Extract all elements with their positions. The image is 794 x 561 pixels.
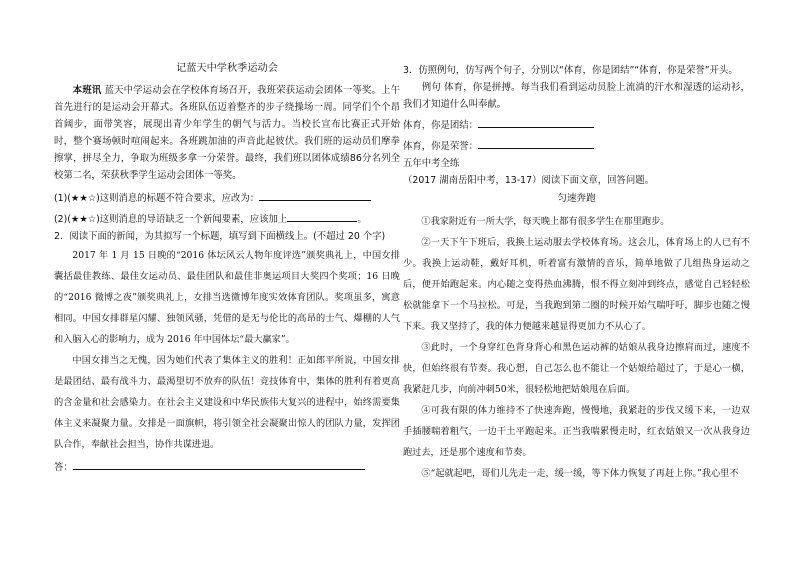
left-column	[54, 58, 400, 476]
news-lead: 本班讯	[72, 85, 102, 96]
question-2-answer-blank[interactable]	[287, 211, 357, 222]
news-body: 蓝天中学运动会在学校体育场召开，我班荣获运动会团体一等奖。上午首先进行的是运动会开幕式。各班队伍迈着整齐的步子绕操场一周。同学们个个昂首阔步，面带笑容，展现出青少年学生的朝气与活力。当校长宣布比赛正式开始时，整个赛场顿时喧闹起来。各班跳加油的声音此起彼伏。我们班的运动员们摩拳擦掌，拼尽全力，争取为班级多拿一分荣誉。最终，我们班以团体成绩86分名列全校第二名，荣获秋季学生运动会团体一等奖。	[54, 85, 400, 181]
story-title: 匀速奔跑	[557, 193, 596, 204]
item-3-answer-1	[403, 117, 750, 134]
item-2-paragraph-2: 中国女排当之无愧，因为她们代表了集体主义的胜利！正如郎平所说，中国女排是最团结、最有战斗力、最渴望切不放弃的队伍！竞技体育中，集体的胜利有着更高的含金量和社会感染力。在社会主义建设和中华民族伟大复兴的进程中，始终需要集体主义来凝聚力量。女排是一面旗帜，将引领全社会凝聚出惊人的团队力量，发挥团队合作，奉献社会担当，协作共谋进退。	[54, 355, 400, 450]
news-title: 记蓝天中学秋季运动会	[176, 63, 278, 74]
item-2-intro: 2．阅读下面的新闻，为其拟写一个标题，填写到下面横线上。(不超过 20 个字)	[54, 231, 386, 242]
answer-label: 答：	[54, 462, 73, 473]
item-3-answer-2	[403, 138, 750, 155]
right-column	[403, 58, 750, 484]
story-paragraph-3: ③此时，一个身穿红色背身背心和黑色运动裤的姑娘从我身边擦肩而过，速度不快，但始终很有节奏。我心想，自己怎么也不能让一个姑娘给超过了，于是心一横，我紧赶几步，向前冲刺50米，很轻松地把姑娘甩在后面。	[403, 342, 750, 395]
item-3-answer-2-label: 体育，你是荣誉：	[403, 141, 479, 152]
news-paragraph	[54, 82, 400, 184]
reading-source: （2017 湖南岳阳中考，13-17）阅读下面文章，回答问题。	[403, 175, 654, 186]
answer-blank[interactable]	[73, 459, 365, 470]
item-3-example: 例句 体育，你是拼搏。每当我们看到运动员脸上流淌的汗水和湿透的运动衫，我们才知道什么叫奉献。	[403, 82, 750, 110]
answer-line	[54, 459, 400, 476]
item-3-answer-1-label: 体育，你是团结：	[403, 120, 479, 131]
item-3-instruction: 3．仿照例句，仿写两个句子，分别以“体育，你是团结”“体育，你是荣誉”开头。	[403, 65, 738, 76]
question-2	[54, 211, 400, 228]
story-paragraph-4: ④可我有限的体力维持不了快速奔跑，慢慢地，我紧赶的步伐又缓下来，一边双手插腰喘着粗气，一边干土平跑起来。正当我喘累慢走时，红衣姑娘又一次从我身边跑过去，还是那个速度和节奏。	[403, 405, 750, 458]
question-1-text: (1)(★★☆)这则消息的标题不符合要求，应改为：	[54, 193, 260, 204]
item-2-paragraph-1: 2017 年 1 月 15 日晚的“2016 体坛风云人物年度评选”颁奖典礼上，中国女排囊括最佳教练、最佳女运动员、最佳团队和最佳非奥运项目大奖四个奖项；16 日晚的“2016 微博之夜”颁奖典礼上，女排当选微博年度实效体育团队。奖项虽多，寓意相同。中国女排群星闪耀、独领风骚，凭借的是无与伦比的高昂的士气、爆棚的人气和入脑入心的影响力，成为 2016 年中国体坛“最大赢家”。	[54, 250, 400, 345]
section-heading: 五年中考全练	[403, 158, 460, 169]
question-2-text: (2)(★★☆)这则消息的导语缺乏一个新闻要素，应该加上	[54, 214, 288, 225]
story-paragraph-2: ②一天下午下班后，我换上运动服去学校体育场。这会儿，体育场上的人已有不少。我换上运动鞋，戴好耳机，听着富有激情的音乐，简单地做了几组热身运动之后，便开始跑起来。内心随之变得热血沸腾，恨不得立刻冲到终点，感觉自己轻轻松松就能拿下一个马拉松。可是，当我跑到第二圈的时候开始气喘吁吁，脚步也随之慢下来。我又坚持了，我的体力便越来越显得更加力不从心了。	[403, 237, 750, 332]
question-1	[54, 190, 400, 207]
story-paragraph-5: ⑤“起就起吧，哥们儿先走一走，缓一缓，等下体力恢复了再赶上你。”我心里不	[421, 468, 739, 479]
story-paragraph-1: ①我家附近有一所大学，每天晚上都有很多学生在那里跑步。	[421, 216, 670, 227]
question-2-suffix: 。	[357, 214, 367, 225]
item-3-answer-2-blank[interactable]	[478, 138, 594, 149]
item-3-answer-1-blank[interactable]	[478, 117, 594, 128]
question-1-answer-blank[interactable]	[259, 190, 371, 201]
